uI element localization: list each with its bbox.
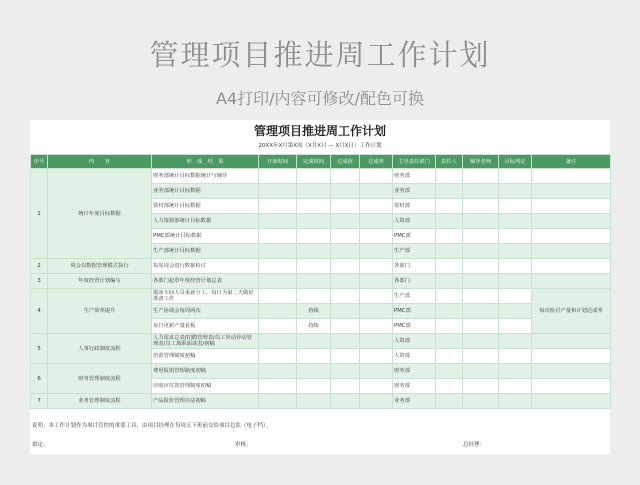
row-owner (436, 334, 463, 349)
row-owner (436, 214, 463, 229)
sheet-title: 管理项目推进周工作计划 (253, 124, 386, 138)
row-judgement (499, 244, 532, 259)
header-cell: 达成值 (331, 155, 360, 169)
row-result: 业务部统计目标数据 (152, 184, 259, 199)
row-done-time (297, 229, 331, 244)
banner-subtitle: A4打印/内容可修改/配色可换 (216, 89, 424, 108)
row-achieved-rate (360, 274, 393, 289)
row-done-time (297, 394, 331, 409)
row-dept: 各部门 (393, 274, 436, 289)
row-achieved-value (331, 259, 360, 274)
row-owner (436, 289, 463, 304)
header-cell: 形 成 结 果 (152, 155, 259, 169)
row-coach (463, 199, 499, 214)
row-coach (463, 319, 499, 334)
row-result: 每周周会进行数据检讨 (152, 259, 259, 274)
row-dept: PMC部 (393, 304, 436, 319)
row-achieved-rate (360, 319, 393, 334)
row-coach (463, 394, 499, 409)
row-remark (532, 259, 611, 274)
row-done-time (297, 349, 331, 364)
row-start-time (259, 259, 297, 274)
table-row (31, 289, 611, 304)
row-dept: 财务部 (393, 379, 436, 394)
sign-review: 审核： (235, 442, 252, 448)
row-number: 6 (31, 364, 48, 394)
row-result: 每日更新产量看板 (152, 319, 259, 334)
row-number: 4 (31, 289, 48, 334)
row-remark (532, 334, 611, 349)
row-achieved-rate (360, 289, 393, 304)
row-dept: 财务部 (393, 169, 436, 184)
row-result: PMC部统计目标数据 (152, 229, 259, 244)
row-remark (532, 349, 611, 364)
row-achieved-rate (360, 184, 393, 199)
row-achieved-value (331, 169, 360, 184)
row-judgement (499, 304, 532, 319)
row-dept: PMC部 (393, 229, 436, 244)
row-start-time (259, 349, 297, 364)
row-owner (436, 229, 463, 244)
plan-body (31, 169, 611, 409)
header-cell: 内 容 (48, 155, 152, 169)
row-coach (463, 184, 499, 199)
row-achieved-value (331, 349, 360, 364)
row-achieved-value (331, 214, 360, 229)
row-judgement (499, 229, 532, 244)
row-result: 应收应付款管理制度初稿 (152, 379, 259, 394)
row-dept: 各部门 (393, 259, 436, 274)
row-done-time: 持续 (297, 319, 331, 334)
row-achieved-value (331, 319, 360, 334)
row-done-time (297, 289, 331, 304)
row-start-time (259, 394, 297, 409)
table-row (31, 394, 611, 409)
row-done-time (297, 379, 331, 394)
header-cell: 序号 (31, 155, 48, 169)
row-dept: 资材部 (393, 199, 436, 214)
row-number: 5 (31, 334, 48, 364)
row-number: 7 (31, 394, 48, 409)
row-start-time (259, 214, 297, 229)
row-coach (463, 364, 499, 379)
sign-approve: 总经理： (463, 442, 486, 448)
row-dept: 人资部 (393, 349, 436, 364)
row-number: 1 (31, 169, 48, 259)
row-owner (436, 394, 463, 409)
row-achieved-value (331, 334, 360, 349)
row-dept: 业务部 (393, 394, 436, 409)
row-remark (532, 379, 611, 394)
row-remark (532, 169, 611, 184)
row-remark (532, 394, 611, 409)
row-start-time (259, 364, 297, 379)
header-row (31, 155, 611, 169)
row-achieved-value (331, 289, 360, 304)
row-remark (532, 214, 611, 229)
row-owner (436, 274, 463, 289)
banner-title: 管理项目推进周工作计划 (149, 38, 491, 72)
row-achieved-rate (360, 304, 393, 319)
row-owner (436, 349, 463, 364)
header-cell: 目标判定 (499, 155, 532, 169)
row-result: 资材部统计目标数据 (152, 199, 259, 214)
row-owner (436, 184, 463, 199)
table-row (31, 334, 611, 349)
header-cell: 主导责任部门 (393, 155, 436, 169)
row-judgement (499, 199, 532, 214)
table-row (31, 364, 611, 379)
row-achieved-value (331, 304, 360, 319)
row-judgement (499, 334, 532, 349)
row-judgement (499, 289, 532, 304)
row-dept: 人资部 (393, 334, 436, 349)
row-done-time (297, 214, 331, 229)
row-result: 费用报销管理制度初稿 (152, 364, 259, 379)
row-done-time (297, 259, 331, 274)
row-done-time (297, 199, 331, 214)
row-coach (463, 334, 499, 349)
row-start-time (259, 334, 297, 349)
row-result: 各部门起草年度经营计划总表 (152, 274, 259, 289)
row-result: 生产协调会每周两次 (152, 304, 259, 319)
row-result: 财务部统计目标数据统计与辅导 (152, 169, 259, 184)
row-done-time (297, 334, 331, 349)
row-judgement (499, 274, 532, 289)
row-result: 人力资源部统计目标数据 (152, 214, 259, 229)
row-owner (436, 259, 463, 274)
row-coach (463, 214, 499, 229)
row-result: 人力需求总表/招聘管理表/员工异动异动管理表/员工离职面谈表/初稿 (152, 334, 259, 349)
row-achieved-rate (360, 349, 393, 364)
row-dept: 业务部 (393, 184, 436, 199)
row-coach (463, 379, 499, 394)
row-dept: PMC部 (393, 319, 436, 334)
row-start-time (259, 169, 297, 184)
row-content: 生产效率提升 (48, 289, 152, 334)
row-done-time (297, 364, 331, 379)
row-achieved-rate (360, 364, 393, 379)
row-remark (532, 184, 611, 199)
row-coach (463, 304, 499, 319)
row-start-time (259, 184, 297, 199)
row-judgement (499, 184, 532, 199)
row-achieved-value (331, 229, 360, 244)
row-judgement (499, 349, 532, 364)
note-text: 说明：本工作计划作为项目管控的重要工具，由项目经理在每周五下班前交给项目总监（电子档）。 (32, 423, 272, 429)
row-done-time: 持续 (297, 304, 331, 319)
row-owner (436, 169, 463, 184)
row-judgement (499, 394, 532, 409)
row-achieved-value (331, 379, 360, 394)
row-owner (436, 319, 463, 334)
row-start-time (259, 229, 297, 244)
row-remark (532, 199, 611, 214)
row-content: 人事行政制度流程 (48, 334, 152, 364)
row-coach (463, 259, 499, 274)
row-achieved-rate (360, 259, 393, 274)
row-coach (463, 274, 499, 289)
row-achieved-rate (360, 169, 393, 184)
row-judgement (499, 379, 532, 394)
row-result: 培训管理制度初稿 (152, 349, 259, 364)
header-cell: 完成时间 (297, 155, 331, 169)
row-coach (463, 244, 499, 259)
row-achieved-value (331, 244, 360, 259)
row-coach (463, 289, 499, 304)
row-coach (463, 169, 499, 184)
row-achieved-value (331, 364, 360, 379)
row-achieved-value (331, 394, 360, 409)
row-judgement (499, 364, 532, 379)
row-coach (463, 229, 499, 244)
header-cell: 责任人 (436, 155, 463, 169)
row-dept: 生产部 (393, 244, 436, 259)
row-dept: 人资部 (393, 214, 436, 229)
row-dept: 生产部 (393, 289, 436, 304)
row-judgement (499, 319, 532, 334)
row-owner (436, 199, 463, 214)
row-achieved-rate (360, 199, 393, 214)
row-achieved-rate (360, 229, 393, 244)
table-row (31, 169, 611, 184)
row-judgement (499, 169, 532, 184)
row-number: 2 (31, 259, 48, 274)
row-done-time (297, 274, 331, 289)
row-achieved-value (331, 199, 360, 214)
header-cell: 开始时间 (259, 155, 297, 169)
row-owner (436, 364, 463, 379)
row-remark (532, 229, 611, 244)
row-dept: 财务部 (393, 364, 436, 379)
row-result: 产品报价管理办法初稿 (152, 394, 259, 409)
row-content: 周会以数据管理模式执行 (48, 259, 152, 274)
row-result: 生产部统计目标数据 (152, 244, 259, 259)
row-achieved-rate (360, 394, 393, 409)
row-start-time (259, 319, 297, 334)
row-start-time (259, 274, 297, 289)
row-start-time (259, 379, 297, 394)
header-cell: 备注 (532, 155, 611, 169)
row-start-time (259, 244, 297, 259)
row-achieved-value (331, 274, 360, 289)
row-done-time (297, 244, 331, 259)
row-remark (532, 364, 611, 379)
plan-table (30, 154, 611, 409)
header-cell: 辅导老师 (463, 155, 499, 169)
header-cell: 达成率 (360, 155, 393, 169)
row-start-time (259, 304, 297, 319)
row-content: 业务管理制度流程 (48, 394, 152, 409)
sign-draft: 拟定： (32, 442, 49, 448)
row-remark (532, 274, 611, 289)
week-line: 20XX年X月第X周（X月X日 — X月X日）工作计划 (258, 143, 382, 149)
row-remark: 每次检讨产量和计划达成率 (532, 289, 611, 334)
row-number: 3 (31, 274, 48, 289)
row-judgement (499, 214, 532, 229)
row-achieved-rate (360, 244, 393, 259)
row-achieved-rate (360, 334, 393, 349)
row-achieved-rate (360, 214, 393, 229)
row-done-time (297, 169, 331, 184)
row-coach (463, 349, 499, 364)
row-content: 财务管理制度流程 (48, 364, 152, 394)
row-owner (436, 304, 463, 319)
row-remark (532, 244, 611, 259)
row-start-time (259, 199, 297, 214)
row-achieved-value (331, 184, 360, 199)
row-owner (436, 244, 463, 259)
row-result: 锻冰车间人员重新分工，每日为第二天做好准备工作 (152, 289, 259, 304)
plan-sheet (30, 120, 610, 454)
table-row (31, 259, 611, 274)
row-start-time (259, 289, 297, 304)
row-judgement (499, 259, 532, 274)
table-row (31, 274, 611, 289)
row-owner (436, 379, 463, 394)
row-done-time (297, 184, 331, 199)
row-achieved-rate (360, 379, 393, 394)
row-content: 统计年度目标数据 (48, 169, 152, 259)
row-content: 年度经营计划编写 (48, 274, 152, 289)
